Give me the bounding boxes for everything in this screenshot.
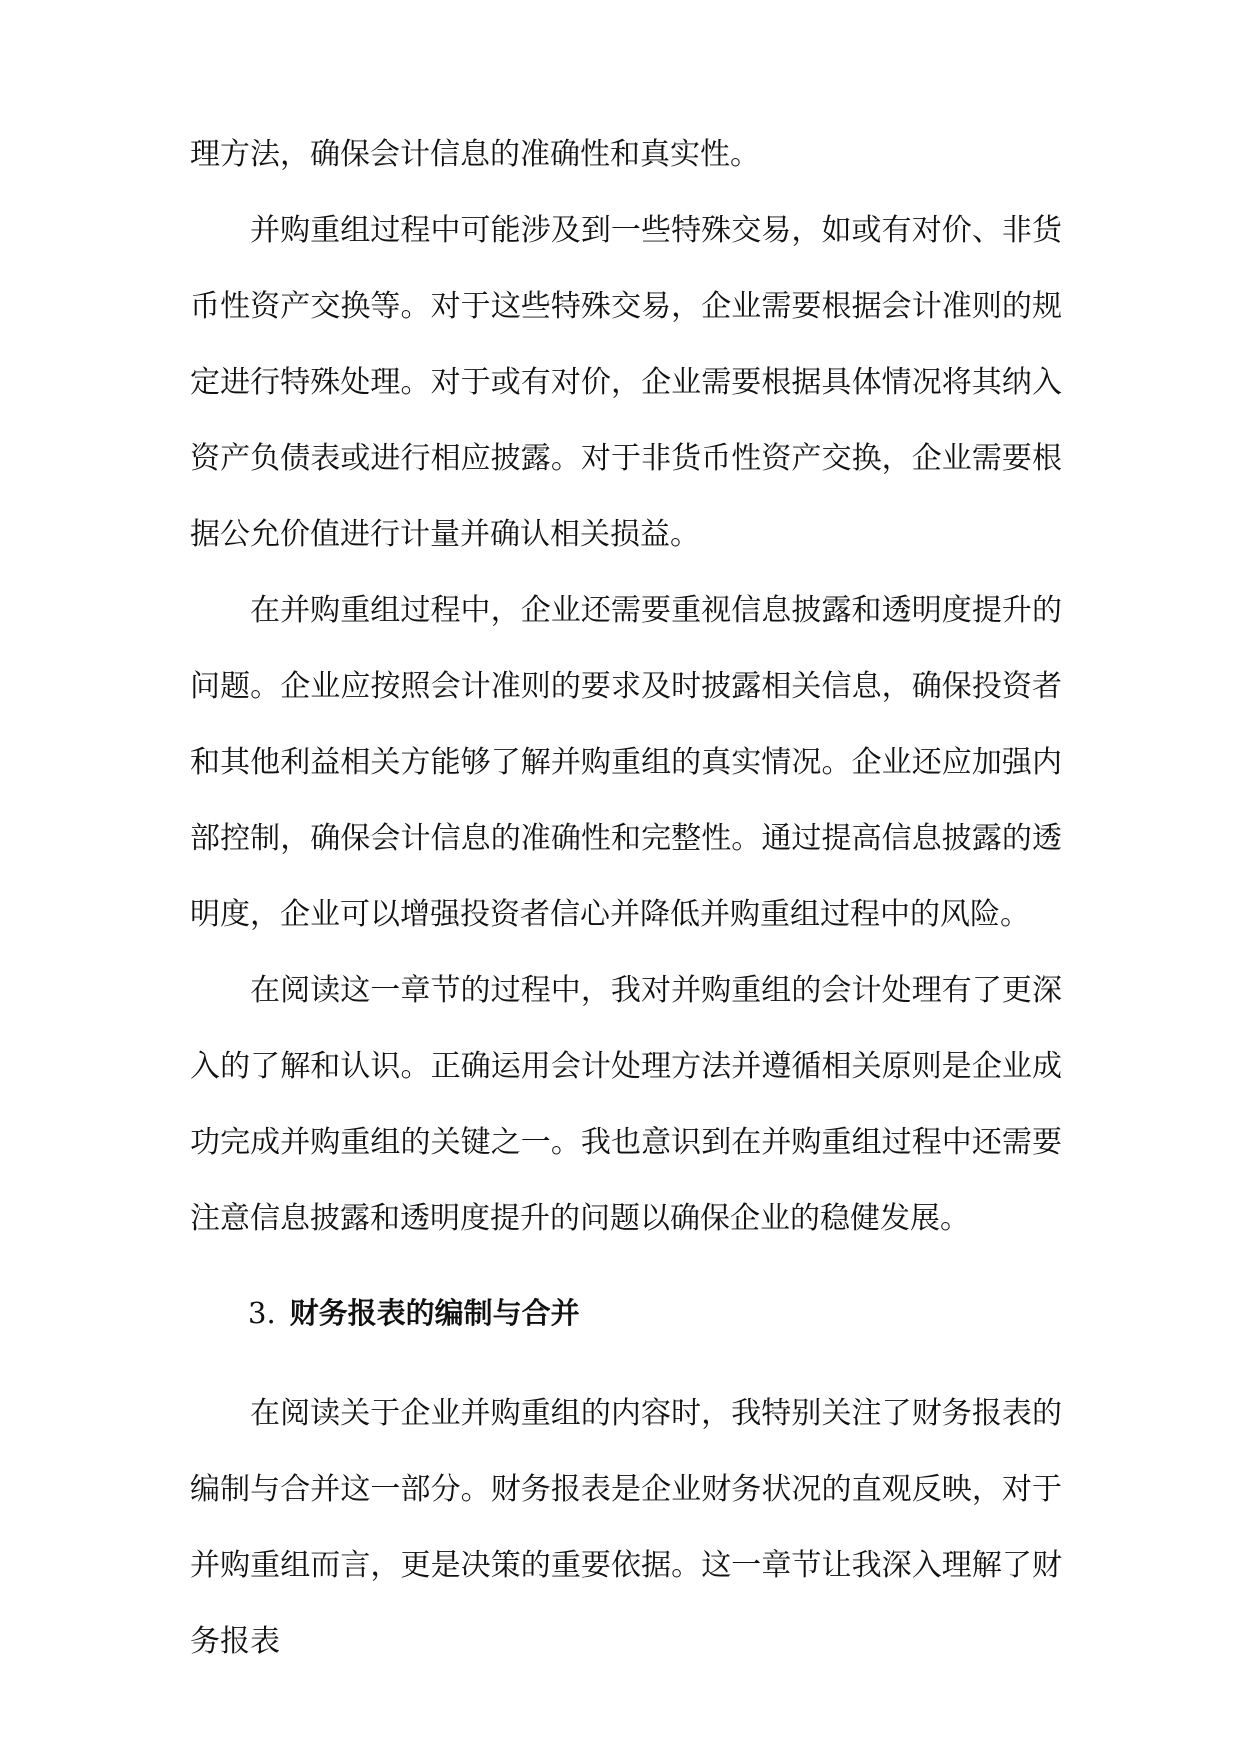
paragraph-disclosure: 在并购重组过程中，企业还需要重视信息披露和透明度提升的问题。企业应按照会计准则的要求及时披露相关信息，确保投资者和其他利益相关方能够了解并购重组的真实情况。企业还应加强内部控制，确保会计信息的准确性和完整性。通过提高信息披露的透明度，企业可以增强投资者信心并降低并购重组过程中的风险。 (190, 593, 1062, 932)
paragraph-reflection: 在阅读这一章节的过程中，我对并购重组的会计处理有了更深入的了解和认识。正确运用会计处理方法并遵循相关原则是企业成功完成并购重组的关键之一。我也意识到在并购重组过程中还需要注意信息披露和透明度提升的问题以确保企业的稳健发展。 (190, 973, 1062, 1236)
body-text-lower (190, 1376, 1062, 1680)
body-text-upper (190, 117, 1062, 1257)
section-heading (248, 1293, 580, 1333)
section-number: 3. (248, 1296, 276, 1330)
section-title: 财务报表的编制与合并 (289, 1296, 580, 1330)
paragraph-continued: 理方法，确保会计信息的准确性和真实性。 (190, 137, 760, 172)
paragraph-special-transactions: 并购重组过程中可能涉及到一些特殊交易，如或有对价、非货币性资产交换等。对于这些特殊交易，企业需要根据会计准则的规定进行特殊处理。对于或有对价，企业需要根据具体情况将其纳入资产负债表或进行相应披露。对于非货币性资产交换，企业需要根据公允价值进行计量并确认相关损益。 (190, 213, 1062, 552)
paragraph-financial-statements: 在阅读关于企业并购重组的内容时，我特别关注了财务报表的编制与合并这一部分。财务报表是企业财务状况的直观反映，对于并购重组而言，更是决策的重要依据。这一章节让我深入理解了财务报表 (190, 1396, 1062, 1659)
